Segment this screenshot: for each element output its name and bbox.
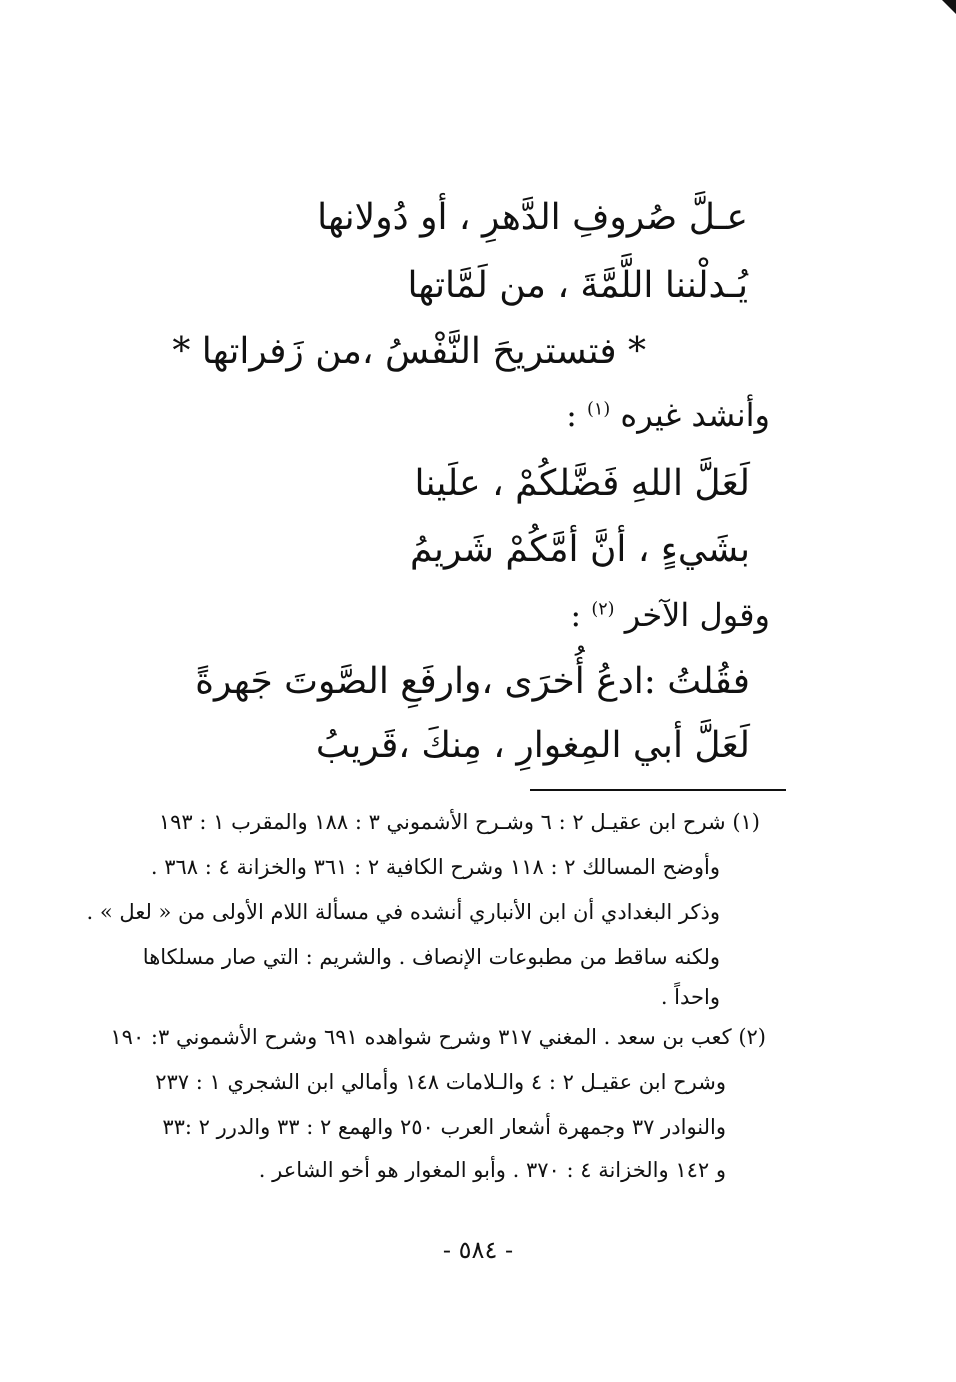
intro-line-2	[570, 596, 770, 634]
footnote-ref-1: (١)	[587, 399, 611, 420]
footnote-2-line-4: و ١٤٢ والخزانة ٤ : ٣٧٠ . وأبو المغوار هو أخو الشاعر .	[258, 1158, 726, 1182]
footnote-1-line-1: (١) شرح ابن عقيـل ٢ : ٦ وشـرح الأشموني ٣ : ١٨٨ والمقرب ١ : ١٩٣	[158, 810, 760, 834]
intro-line-1	[566, 396, 770, 434]
verse-line-5: بشَيءٍ ، أنَّ أمَّكُمْ شَريمُ	[409, 529, 750, 570]
intro-1-colon: :	[566, 396, 577, 434]
verse-line-1: عـلَّ صُروفِ الدَّهرِ ، أو دُولانها	[317, 197, 748, 238]
verse-line-3: * فتستريحَ النَّفْسُ ،من زَفراتها *	[172, 331, 646, 372]
verse-line-4: لَعَلَّ اللهِ فَضَّلكُمْ ، علَينا	[414, 463, 750, 504]
verse-line-7: لَعَلَّ أبي المِغوارِ ، مِنكَ ،قَريبُ	[315, 725, 750, 766]
footnote-ref-2: (٢)	[591, 599, 615, 620]
footnote-1-line-3: وذكر البغدادي أن ابن الأنباري أنشده في مسألة اللام الأولى من « لعل » .	[86, 900, 720, 924]
footnote-1-line-4: ولكنه ساقط من مطبوعات الإنصاف . والشريم : التي صار مسلكاها	[142, 945, 720, 969]
intro-2-text: وقول الآخر	[624, 596, 770, 634]
verse-line-6: فقُلتُ :ادعُ أُخرَى ،وارفَعِ الصَّوتَ جَهرةً	[195, 661, 750, 702]
footnote-2-line-1: (٢) كعب بن سعد . المغني ٣١٧ وشرح شواهده ٦٩١ وشرح الأشموني ٣: ١٩٠	[110, 1025, 766, 1049]
intro-2-colon: :	[570, 596, 582, 634]
footnote-2-line-2: وشرح ابن عقيـل ٢ : ٤ والـلامات ١٤٨ وأمالي ابن الشجري ١ : ٢٣٧	[155, 1070, 726, 1094]
footnote-1-line-5: واحداً .	[660, 985, 720, 1009]
footnote-1-line-2: وأوضح المسالك ٢ : ١١٨ وشرح الكافية ٢ : ٣٦١ والخزانة ٤ : ٣٦٨ .	[150, 855, 720, 879]
corner-mark	[942, 0, 956, 14]
verse-line-2: يُـدلْننا اللَّمَّةَ ، من لَمَّاتها	[407, 265, 748, 306]
footnote-separator	[530, 789, 786, 791]
intro-1-text: وأنشد غيره	[620, 396, 770, 434]
page-number: - ٥٨٤ -	[442, 1236, 514, 1264]
footnote-2-line-3: والنوادر ٣٧ وجمهرة أشعار العرب ٢٥٠ والهمع ٢ : ٣٣ والدرر ٢ :٣٣	[162, 1115, 726, 1139]
